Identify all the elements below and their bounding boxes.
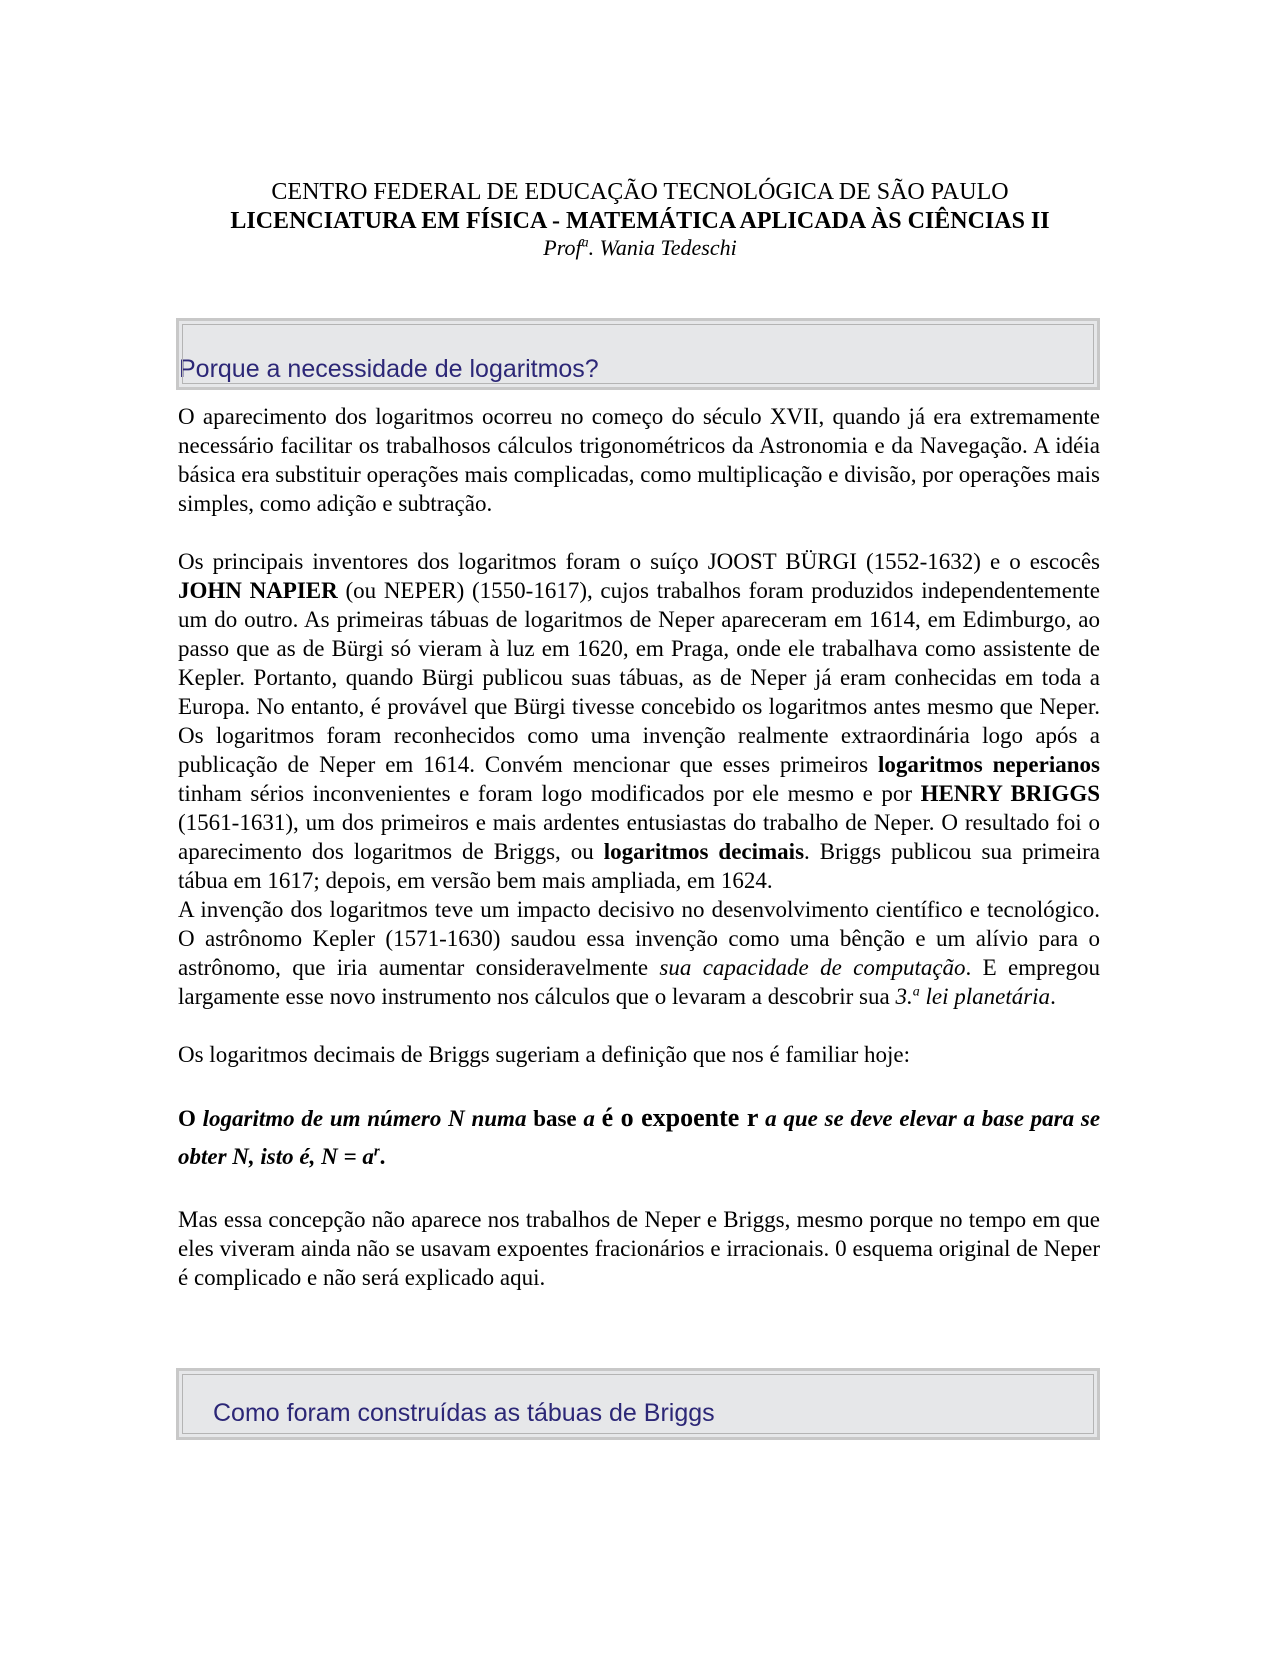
professor-line: [0, 235, 1280, 261]
professor-superscript: a: [581, 235, 589, 251]
section-title-1: Porque a necessidade de logaritmos?: [179, 355, 599, 383]
def-exponent: r: [373, 1143, 380, 1160]
professor-name: . Wania Tedeschi: [588, 235, 737, 260]
paragraph-3: [178, 895, 1100, 1011]
professor-prefix: Prof: [543, 235, 582, 260]
p2-text-5: . Briggs publicou sua primeira tábua em 1617; depois, em versão bem mais ampliada, em 1624.: [178, 839, 1100, 893]
p2-bold-decimais: logaritmos decimais: [603, 839, 805, 864]
section-header-box-2: [176, 1368, 1100, 1440]
paragraph-1: O aparecimento dos logaritmos ocorreu no começo do século XVII, quando já era extremamente necessário facilitar os trabalhosos cálculos trigonométricos da Astronomia e da Navegação. A idéia básica era substituir operações mais complicadas, como multiplicação e divisão, por operações mais simples, como adição e subtração.: [178, 404, 1100, 516]
p3-italic-lei-text: lei planetária: [919, 984, 1051, 1009]
p3-italic-lei-num: 3.: [895, 984, 913, 1009]
p2-bold-henry-briggs: HENRY BRIGGS: [920, 781, 1100, 806]
section-title-2: Como foram construídas as tábuas de Briggs: [213, 1399, 715, 1427]
p3-italic-lei: [895, 984, 1050, 1009]
p3-italic-computacao: sua capacidade de computação: [659, 955, 966, 980]
p2-text-1: Os principais inventores dos logaritmos foram o suíço JOOST BÜRGI (1552-1632) e o escocês: [178, 549, 1100, 574]
paragraph-5: Mas essa concepção não aparece nos trabalhos de Neper e Briggs, mesmo porque no tempo em que eles viveram ainda não se usavam expoentes fracionários e irracionais. 0 esquema original de Neper é complicado e não será explicado aqui.: [178, 1207, 1100, 1290]
p2-bold-neperianos: logaritmos neperianos: [877, 752, 1100, 777]
document-body: [178, 402, 1100, 1292]
definition-paragraph: [178, 1099, 1100, 1176]
paragraph-4: Os logaritmos decimais de Briggs sugeriam a definição que nos é familiar hoje:: [178, 1042, 910, 1067]
p3-text-1: A invenção dos logaritmos teve um impacto decisivo no desenvolvimento científico e tecnológico. O astrônomo Kepler (1571-1630) saudou essa invenção como uma bênção e um alívio para o astrônomo, que iria aumentar consideravelmente: [178, 897, 1100, 980]
p3-italic-lei-sup: a: [912, 984, 920, 1000]
institution-name: CENTRO FEDERAL DE EDUCAÇÃO TECNOLÓGICA DE SÃO PAULO: [271, 179, 1009, 205]
p3-text-2: . E empregou largamente esse novo instrumento nos cálculos que o levaram a descobrir sua: [178, 955, 1100, 1009]
course-title: LICENCIATURA EM FÍSICA - MATEMÁTICA APLICADA ÀS CIÊNCIAS II: [230, 208, 1050, 234]
p2-bold-john-napier: JOHN NAPIER: [178, 578, 338, 603]
p2-text-2: (ou NEPER) (1550-1617), cujos trabalhos foram produzidos independentemente um do outro. As primeiras tábuas de logaritmos de Neper apareceram em 1614, em Edimburgo, ao passo que as de Bürgi só vieram à luz em 1620, em Praga, onde ele trabalhava como assistente de Kepler. Portanto, quando Bürgi publicou suas tábuas, as de Neper já eram conhecidas em toda a Europa. No entanto, é provável que Bürgi tivesse concebido os logaritmos antes mesmo que Neper. Os logaritmos foram reconhecidos como uma invenção realmente extraordinária logo após a publicação de Neper em 1614. Convém mencionar que esses primeiros: [178, 578, 1101, 777]
def-part-5: é o expoente r: [601, 1103, 759, 1132]
document-header: [0, 178, 1280, 261]
def-part-1: O: [178, 1106, 203, 1131]
def-part-6: a que se deve elevar a base para se obter N, isto é, N = a: [178, 1106, 1101, 1169]
p2-text-3: tinham sérios inconvenientes e foram logo modificados por ele mesmo e por: [178, 781, 921, 806]
p3-text-3: .: [1050, 984, 1056, 1009]
def-part-2: logaritmo de um número N numa: [202, 1106, 534, 1131]
def-part-4: a: [583, 1106, 602, 1131]
section-header-box-1: [176, 318, 1100, 390]
def-part-3: base: [533, 1106, 584, 1131]
p2-text-4: (1561-1631), um dos primeiros e mais ardentes entusiastas do trabalho de Neper. O resultado foi o aparecimento dos logaritmos de Briggs, ou: [178, 810, 1100, 864]
paragraph-2: [178, 547, 1100, 895]
def-part-8: .: [379, 1144, 386, 1169]
